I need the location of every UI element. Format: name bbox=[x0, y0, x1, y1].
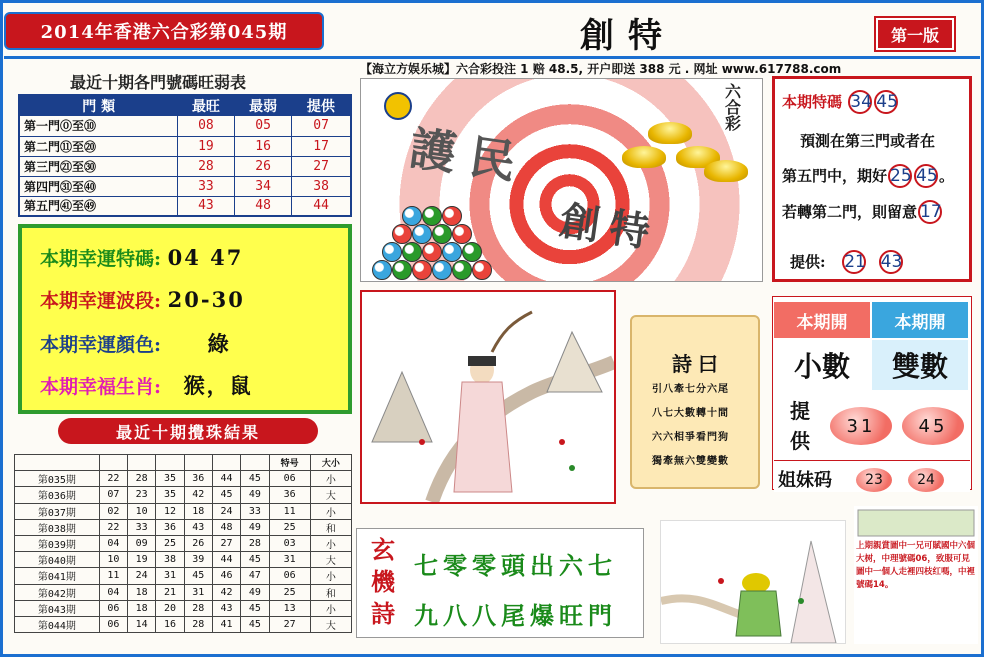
issue-title: 2014年香港六合彩第045期 bbox=[4, 12, 324, 50]
size-col-header: 大小 bbox=[310, 455, 351, 471]
number-cell: 09 bbox=[128, 535, 156, 551]
special-cell: 36 bbox=[269, 487, 310, 503]
lottery-ball-icon bbox=[462, 242, 482, 262]
sister-number: 23 bbox=[856, 468, 892, 492]
size-cell: 和 bbox=[310, 519, 351, 535]
tip-cell: 17 bbox=[292, 136, 351, 156]
size-cell: 小 bbox=[310, 600, 351, 616]
issue-cell: 第040期 bbox=[15, 552, 100, 568]
size-cell: 小 bbox=[310, 471, 351, 487]
gate-cell: 第五門㊶至㊾ bbox=[19, 196, 177, 216]
number-cell: 28 bbox=[184, 600, 212, 616]
special-cell: 25 bbox=[269, 584, 310, 600]
special-number: 45 bbox=[876, 92, 898, 112]
number-cell: 10 bbox=[99, 552, 127, 568]
open-header-1: 本期開 bbox=[774, 302, 870, 338]
number-cell: 38 bbox=[156, 552, 184, 568]
gate-col-header: 門 類 bbox=[19, 95, 177, 116]
number-cell: 06 bbox=[99, 616, 127, 632]
number-cell: 36 bbox=[184, 471, 212, 487]
special-cell: 06 bbox=[269, 471, 310, 487]
size-cell: 大 bbox=[310, 487, 351, 503]
min-cell: 34 bbox=[235, 176, 292, 196]
open-value-even: 雙數 bbox=[872, 340, 968, 390]
min-cell: 16 bbox=[235, 136, 292, 156]
table-row bbox=[15, 503, 352, 519]
banner-corner-logo: 六合彩 bbox=[724, 82, 741, 133]
open-value-small: 小數 bbox=[774, 340, 870, 390]
lucky-code-value: 04 47 bbox=[167, 245, 244, 270]
table-row bbox=[15, 584, 352, 600]
number-cell: 04 bbox=[99, 584, 127, 600]
size-cell: 和 bbox=[310, 584, 351, 600]
number-cell: 26 bbox=[184, 535, 212, 551]
max-cell: 19 bbox=[177, 136, 234, 156]
poem-title: 詩曰 bbox=[672, 352, 724, 376]
provide-number: 31 bbox=[830, 407, 892, 445]
number-cell: 41 bbox=[212, 616, 240, 632]
table-row bbox=[15, 600, 352, 616]
lucky-color-row bbox=[40, 328, 231, 358]
number-cell: 45 bbox=[241, 616, 269, 632]
number-cell: 12 bbox=[156, 503, 184, 519]
lucky-segment-row bbox=[40, 286, 245, 313]
number-cell: 43 bbox=[212, 600, 240, 616]
lottery-ball-icon bbox=[412, 260, 432, 280]
table-row bbox=[15, 535, 352, 551]
max-cell: 08 bbox=[177, 116, 234, 136]
size-cell: 小 bbox=[310, 503, 351, 519]
special-cell: 25 bbox=[269, 519, 310, 535]
lottery-ball-icon bbox=[452, 224, 472, 244]
poem-line: 引八牽七分六尾 bbox=[652, 384, 729, 395]
number-cell: 22 bbox=[99, 471, 127, 487]
number-cell: 18 bbox=[128, 584, 156, 600]
number-cell: 20 bbox=[156, 600, 184, 616]
poem-line: 獨牽無六雙變數 bbox=[652, 456, 729, 467]
table-row bbox=[15, 519, 352, 535]
gate-table bbox=[18, 94, 352, 217]
number-cell: 28 bbox=[241, 535, 269, 551]
min-cell: 48 bbox=[235, 196, 292, 216]
gate-cell: 第四門㉛至㊵ bbox=[19, 176, 177, 196]
issue-cell: 第035期 bbox=[15, 471, 100, 487]
number-cell: 42 bbox=[184, 487, 212, 503]
scholar-painting bbox=[360, 290, 616, 504]
special-cell: 06 bbox=[269, 568, 310, 584]
number-cell: 31 bbox=[156, 568, 184, 584]
forecast-line-1: 預測在第三門或者在 bbox=[800, 132, 936, 150]
min-col-header: 最弱 bbox=[235, 95, 292, 116]
number-cell: 24 bbox=[212, 503, 240, 519]
number-cell: 25 bbox=[156, 535, 184, 551]
lucky-color-value: 綠 bbox=[207, 331, 231, 356]
max-cell: 28 bbox=[177, 156, 234, 176]
table-row bbox=[19, 196, 351, 216]
main-title: 創特 bbox=[580, 16, 676, 56]
special-code-row bbox=[782, 90, 899, 114]
issue-cell: 第043期 bbox=[15, 600, 100, 616]
provide-label: 提供: bbox=[790, 253, 826, 271]
provide-number: 21 bbox=[844, 252, 866, 272]
lucky-segment-value: 20-30 bbox=[167, 287, 245, 312]
provide-label: 提供 bbox=[790, 399, 810, 453]
lottery-ball-icon bbox=[392, 224, 412, 244]
forecast-line-2: 第五門中，期好 25 45。 bbox=[782, 166, 955, 186]
results-table bbox=[14, 454, 352, 633]
max-cell: 43 bbox=[177, 196, 234, 216]
tip-cell: 07 bbox=[292, 116, 351, 136]
gold-ingot-icon bbox=[622, 146, 666, 168]
number-cell: 44 bbox=[212, 552, 240, 568]
mystic-label: 玄機詩 bbox=[371, 535, 395, 628]
banner-word-right: 創特 bbox=[556, 197, 663, 258]
number-cell: 04 bbox=[99, 535, 127, 551]
lottery-ball-icon bbox=[402, 206, 422, 226]
table-row bbox=[19, 176, 351, 196]
table-row bbox=[19, 136, 351, 156]
number-cell: 22 bbox=[99, 519, 127, 535]
provide-number: 43 bbox=[880, 252, 903, 272]
number-cell: 43 bbox=[184, 519, 212, 535]
number-cell: 49 bbox=[241, 584, 269, 600]
number-cell: 14 bbox=[128, 616, 156, 632]
tip-col-header: 提供 bbox=[292, 95, 351, 116]
issue-cell: 第036期 bbox=[15, 487, 100, 503]
poem-line: 八七大數轉十間 bbox=[652, 408, 729, 419]
number-cell: 19 bbox=[128, 552, 156, 568]
forecast-number: 45 bbox=[916, 166, 938, 186]
lottery-ball-icon bbox=[372, 260, 392, 280]
number-cell: 49 bbox=[241, 519, 269, 535]
number-cell: 45 bbox=[241, 552, 269, 568]
number-cell: 45 bbox=[184, 568, 212, 584]
number-cell: 35 bbox=[156, 471, 184, 487]
number-cell: 10 bbox=[128, 503, 156, 519]
table-row bbox=[15, 487, 352, 503]
lottery-balls bbox=[372, 198, 502, 282]
size-cell: 大 bbox=[310, 616, 351, 632]
number-cell: 07 bbox=[99, 487, 127, 503]
max-cell: 33 bbox=[177, 176, 234, 196]
special-number: 34 bbox=[850, 92, 872, 112]
mystic-line-1: 七零零頭出六七 bbox=[414, 551, 617, 580]
issue-cell: 第037期 bbox=[15, 503, 100, 519]
tip-cell: 38 bbox=[292, 176, 351, 196]
min-cell: 26 bbox=[235, 156, 292, 176]
results-body bbox=[15, 471, 352, 633]
lottery-ball-icon bbox=[432, 224, 452, 244]
number-cell: 28 bbox=[128, 471, 156, 487]
sister-code-label: 姐妹码 bbox=[778, 470, 832, 491]
number-cell: 45 bbox=[241, 471, 269, 487]
number-cell: 02 bbox=[99, 503, 127, 519]
open-header-2: 本期開 bbox=[872, 302, 968, 338]
gold-ingot-icon bbox=[648, 122, 692, 144]
number-cell: 35 bbox=[156, 487, 184, 503]
provide-line bbox=[790, 250, 904, 274]
lottery-ball-icon bbox=[392, 260, 412, 280]
gate-cell: 第二門⑪至⑳ bbox=[19, 136, 177, 156]
number-cell: 27 bbox=[212, 535, 240, 551]
provide-number: 45 bbox=[902, 407, 964, 445]
number-cell: 11 bbox=[99, 568, 127, 584]
lucky-panel bbox=[18, 224, 352, 414]
ad-banner[interactable]: 【海立方娱乐城】六合彩投注 1 赔 48.5, 开户即送 388 元 . 网址 www.617788.com bbox=[360, 62, 842, 76]
number-cell: 33 bbox=[128, 519, 156, 535]
lottery-ball-icon bbox=[422, 206, 442, 226]
special-code-label: 本期特碼 bbox=[782, 93, 843, 111]
number-cell: 21 bbox=[156, 584, 184, 600]
table-row bbox=[19, 116, 351, 136]
number-cell: 47 bbox=[241, 568, 269, 584]
table-row bbox=[15, 616, 352, 632]
gate-table-title: 最近十期各門號碼旺弱表 bbox=[70, 73, 247, 92]
number-cell: 45 bbox=[241, 600, 269, 616]
lucky-zodiac-value: 猴，鼠 bbox=[183, 373, 253, 398]
lottery-ball-icon bbox=[432, 260, 452, 280]
header-divider bbox=[4, 56, 980, 59]
table-row bbox=[15, 568, 352, 584]
forecast-line-3: 若轉第二門，則留意 17 bbox=[782, 202, 942, 222]
special-cell: 11 bbox=[269, 503, 310, 519]
table-row bbox=[15, 552, 352, 568]
special-cell: 27 bbox=[269, 616, 310, 632]
lottery-ball-icon bbox=[442, 242, 462, 262]
lottery-ball-icon bbox=[442, 206, 462, 226]
lucky-zodiac-label: 本期幸福生肖: bbox=[40, 376, 162, 398]
lucky-color-label: 本期幸運顏色: bbox=[40, 334, 162, 356]
number-cell: 36 bbox=[156, 519, 184, 535]
max-col-header: 最旺 bbox=[177, 95, 234, 116]
special-cell: 13 bbox=[269, 600, 310, 616]
table-row bbox=[19, 156, 351, 176]
min-cell: 05 bbox=[235, 116, 292, 136]
lottery-ball-icon bbox=[452, 260, 472, 280]
issue-cell: 第041期 bbox=[15, 568, 100, 584]
number-cell: 49 bbox=[241, 487, 269, 503]
special-cell: 03 bbox=[269, 535, 310, 551]
special-col-header: 特号 bbox=[269, 455, 310, 471]
issue-cell: 第039期 bbox=[15, 535, 100, 551]
mystic-line-2: 九八八尾爆旺門 bbox=[414, 601, 617, 630]
issue-cell: 第042期 bbox=[15, 584, 100, 600]
number-cell: 18 bbox=[128, 600, 156, 616]
issue-cell: 第044期 bbox=[15, 616, 100, 632]
lottery-ball-icon bbox=[472, 260, 492, 280]
number-cell: 18 bbox=[184, 503, 212, 519]
issue-cell: 第038期 bbox=[15, 519, 100, 535]
results-title: 最近十期攪珠結果 bbox=[58, 418, 318, 444]
number-cell: 28 bbox=[184, 616, 212, 632]
table-row bbox=[15, 471, 352, 487]
number-cell: 33 bbox=[241, 503, 269, 519]
gold-ingot-icon bbox=[704, 160, 748, 182]
banner-word-left: 護民 bbox=[406, 120, 533, 192]
lottery-ball-icon bbox=[422, 242, 442, 262]
number-cell: 39 bbox=[184, 552, 212, 568]
number-cell: 24 bbox=[128, 568, 156, 584]
number-cell: 06 bbox=[99, 600, 127, 616]
forecast-number: 25 bbox=[890, 166, 912, 186]
special-cell: 31 bbox=[269, 552, 310, 568]
gate-cell: 第三門㉑至㉚ bbox=[19, 156, 177, 176]
lucky-zodiac-row bbox=[40, 370, 253, 400]
lucky-code-row bbox=[40, 244, 243, 271]
edition-badge: 第一版 bbox=[876, 18, 954, 50]
size-cell: 大 bbox=[310, 552, 351, 568]
lottery-ball-icon bbox=[402, 242, 422, 262]
sister-number: 24 bbox=[908, 468, 944, 492]
poem-line: 六六相爭看門狗 bbox=[652, 432, 729, 443]
lottery-ball-icon bbox=[412, 224, 432, 244]
number-cell: 42 bbox=[212, 584, 240, 600]
gate-cell: 第一門⓪至⑩ bbox=[19, 116, 177, 136]
forecast-number: 17 bbox=[920, 202, 942, 222]
number-cell: 31 bbox=[184, 584, 212, 600]
logo-icon bbox=[384, 92, 412, 120]
number-cell: 16 bbox=[156, 616, 184, 632]
tip-cell: 27 bbox=[292, 156, 351, 176]
lottery-ball-icon bbox=[382, 242, 402, 262]
tip-cell: 44 bbox=[292, 196, 351, 216]
number-cell: 45 bbox=[212, 487, 240, 503]
number-cell: 23 bbox=[128, 487, 156, 503]
number-cell: 46 bbox=[212, 568, 240, 584]
note-text: 上期親賞圖中一兄可賦國中六個大树，中理號碼06，致服可見圖中一個人走裡四枝红嗎，中裡號碼14。 bbox=[856, 541, 976, 590]
hunter-painting bbox=[660, 520, 846, 644]
size-cell: 小 bbox=[310, 568, 351, 584]
lucky-code-label: 本期幸運特碼: bbox=[40, 248, 162, 270]
number-cell: 44 bbox=[212, 471, 240, 487]
number-cell: 48 bbox=[212, 519, 240, 535]
lucky-segment-label: 本期幸運波段: bbox=[40, 290, 162, 312]
size-cell: 小 bbox=[310, 535, 351, 551]
